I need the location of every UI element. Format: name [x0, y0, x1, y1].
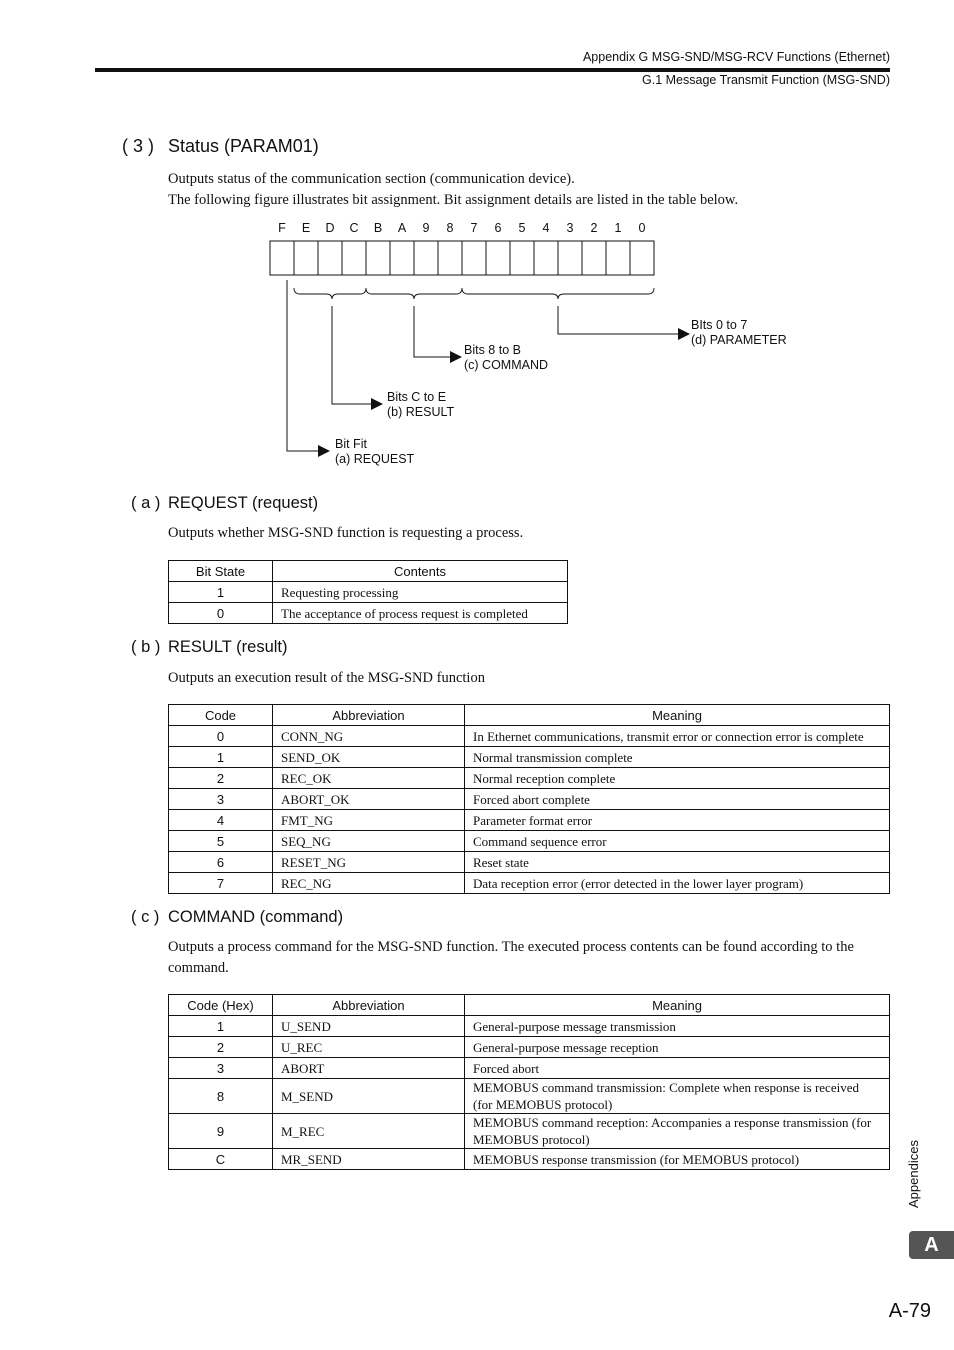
cell-code: 0: [169, 726, 273, 747]
bit-assignment-diagram: [260, 218, 820, 478]
header-rule: [95, 68, 890, 72]
sidebar-label-text: Appendices: [906, 1140, 921, 1208]
cell-meaning: MEMOBUS response transmission (for MEMOBUS protocol): [465, 1149, 890, 1170]
cell-bit-state: 0: [169, 603, 273, 624]
table-row: [169, 1058, 890, 1079]
cell-abbreviation: REC_NG: [273, 873, 465, 894]
section-intro-2: The following figure illustrates bit assignment. Bit assignment details are listed in the table below.: [168, 192, 739, 208]
cell-meaning: Parameter format error: [465, 810, 890, 831]
cell-meaning: Normal reception complete: [465, 768, 890, 789]
table-row: [169, 1114, 890, 1149]
label-b-line2: (b) RESULT: [387, 405, 455, 419]
bit-label: 7: [470, 221, 478, 235]
cell-code: 2: [169, 768, 273, 789]
cell-code: C: [169, 1149, 273, 1170]
bit-cell: [534, 241, 558, 275]
bit-label: E: [301, 221, 311, 235]
label-b-line1: Bits C to E: [387, 390, 447, 404]
cell-abbreviation: ABORT_OK: [273, 789, 465, 810]
cell-bit-state: 1: [169, 582, 273, 603]
cell-meaning: MEMOBUS command transmission: Complete when response is received (for MEMOBUS protocol): [465, 1079, 890, 1114]
cell-meaning: In Ethernet communications, transmit error or connection error is complete: [465, 726, 890, 747]
sub-a-number: ( a ): [131, 494, 161, 512]
bit-cell: [510, 241, 534, 275]
bit-cell: [414, 241, 438, 275]
page-number: A-79: [888, 1300, 931, 1322]
table-row: [169, 603, 568, 624]
cell-abbreviation: M_REC: [273, 1114, 465, 1149]
cell-abbreviation: MR_SEND: [273, 1149, 465, 1170]
bit-label: B: [373, 221, 383, 235]
bit-cell: [366, 241, 390, 275]
cell-abbreviation: SEND_OK: [273, 747, 465, 768]
label-a-line2: (a) REQUEST: [335, 452, 415, 466]
sidebar-section-label: [906, 1132, 926, 1212]
bit-label: C: [349, 221, 359, 235]
bit-cell: [582, 241, 606, 275]
col-header: Abbreviation: [273, 995, 465, 1016]
sub-b-number: ( b ): [131, 638, 161, 656]
col-header: Code (Hex): [169, 995, 273, 1016]
cell-contents: The acceptance of process request is completed: [273, 603, 568, 624]
cell-code: 6: [169, 852, 273, 873]
label-c-line2: (c) COMMAND: [464, 358, 549, 372]
table-header-row: [169, 561, 568, 582]
bit-label: 6: [494, 221, 502, 235]
cell-abbreviation: M_SEND: [273, 1079, 465, 1114]
sub-c-number: ( c ): [131, 908, 160, 926]
label-c-line1: Bits 8 to B: [464, 343, 521, 357]
bit-cell: [270, 241, 294, 275]
cell-code: 5: [169, 831, 273, 852]
label-bits-0-7: [691, 318, 787, 348]
label-d-line1: BIts 0 to 7: [691, 318, 748, 332]
bit-cell: [318, 241, 342, 275]
running-header-section: G.1 Message Transmit Function (MSG-SND): [642, 73, 890, 87]
cell-contents: Requesting processing: [273, 582, 568, 603]
bit-label: 9: [422, 221, 430, 235]
bit-cell: [606, 241, 630, 275]
bit-cell: [294, 241, 318, 275]
bit-cell: [630, 241, 654, 275]
col-header: Meaning: [465, 705, 890, 726]
cell-code: 4: [169, 810, 273, 831]
col-header: Meaning: [465, 995, 890, 1016]
section-title: Status (PARAM01): [168, 136, 319, 156]
cell-abbreviation: FMT_NG: [273, 810, 465, 831]
cell-code: 2: [169, 1037, 273, 1058]
cell-code: 3: [169, 1058, 273, 1079]
cell-meaning: General-purpose message reception: [465, 1037, 890, 1058]
cell-code: 1: [169, 1016, 273, 1037]
table-header-row: [169, 705, 890, 726]
table-row: [169, 810, 890, 831]
col-header: Bit State: [169, 561, 273, 582]
bit-label: 0: [638, 221, 646, 235]
cell-meaning: Forced abort complete: [465, 789, 890, 810]
bit-label: A: [397, 221, 407, 235]
bit-cell: [438, 241, 462, 275]
sub-b-title: RESULT (result): [168, 638, 288, 656]
cell-abbreviation: RESET_NG: [273, 852, 465, 873]
cell-meaning: Forced abort: [465, 1058, 890, 1079]
sub-a-title: REQUEST (request): [168, 494, 319, 512]
bit-cell: [462, 241, 486, 275]
sub-b-desc: Outputs an execution result of the MSG-SND function: [168, 670, 485, 686]
cell-meaning: MEMOBUS command reception: Accompanies a response transmission (for MEMOBUS protocol): [465, 1114, 890, 1149]
sub-c-desc: Outputs a process command for the MSG-SND function. The executed process contents can be found according to the command.: [168, 939, 854, 976]
cell-meaning: General-purpose message transmission: [465, 1016, 890, 1037]
running-header-chapter: Appendix G MSG-SND/MSG-RCV Functions (Ethernet): [582, 50, 890, 64]
cell-abbreviation: ABORT: [273, 1058, 465, 1079]
section-number: ( 3 ): [122, 136, 155, 156]
cell-abbreviation: SEQ_NG: [273, 831, 465, 852]
cell-code: 3: [169, 789, 273, 810]
table-row: [169, 726, 890, 747]
table-row: [169, 1037, 890, 1058]
bit-label: D: [325, 221, 335, 235]
col-header: Code: [169, 705, 273, 726]
sub-c-title: COMMAND (command): [168, 908, 344, 926]
cell-code: 1: [169, 747, 273, 768]
bit-label: 3: [566, 221, 574, 235]
label-a-line1: Bit Fit: [335, 437, 367, 451]
bit-label: 8: [446, 221, 454, 235]
table-row: [169, 873, 890, 894]
table-header-row: [169, 995, 890, 1016]
sub-a-desc: Outputs whether MSG-SND function is requesting a process.: [168, 525, 524, 541]
section-intro-1: Outputs status of the communication section (communication device).: [168, 171, 575, 187]
cell-abbreviation: U_REC: [273, 1037, 465, 1058]
label-bits-8-b: [464, 343, 548, 373]
bit-label: 5: [518, 221, 526, 235]
bit-label: F: [278, 221, 286, 235]
cell-meaning: Reset state: [465, 852, 890, 873]
label-bit-f: [335, 437, 414, 467]
table-row: [169, 768, 890, 789]
cell-abbreviation: U_SEND: [273, 1016, 465, 1037]
bit-cell: [558, 241, 582, 275]
bit-label: 4: [542, 221, 550, 235]
bit-label: 2: [590, 221, 598, 235]
bit-cell: [342, 241, 366, 275]
cell-abbreviation: CONN_NG: [273, 726, 465, 747]
command-table: [168, 994, 890, 1170]
cell-meaning: Normal transmission complete: [465, 747, 890, 768]
table-row: [169, 1016, 890, 1037]
bit-cell: [486, 241, 510, 275]
col-header: Contents: [273, 561, 568, 582]
cell-code: 9: [169, 1114, 273, 1149]
col-header: Abbreviation: [273, 705, 465, 726]
result-table: [168, 704, 890, 894]
table-row: [169, 852, 890, 873]
table-row: [169, 747, 890, 768]
table-row: [169, 789, 890, 810]
bit-label: 1: [614, 221, 622, 235]
table-row: [169, 831, 890, 852]
table-row: [169, 1149, 890, 1170]
table-row: [169, 1079, 890, 1114]
table-row: [169, 582, 568, 603]
bit-cell: [390, 241, 414, 275]
request-table: [168, 560, 568, 624]
cell-code: 8: [169, 1079, 273, 1114]
cell-meaning: Data reception error (error detected in the lower layer program): [465, 873, 890, 894]
label-bits-c-e: [387, 390, 454, 420]
cell-abbreviation: REC_OK: [273, 768, 465, 789]
cell-meaning: Command sequence error: [465, 831, 890, 852]
cell-code: 7: [169, 873, 273, 894]
label-d-line2: (d) PARAMETER: [691, 333, 787, 347]
appendix-tab: A: [909, 1231, 954, 1259]
